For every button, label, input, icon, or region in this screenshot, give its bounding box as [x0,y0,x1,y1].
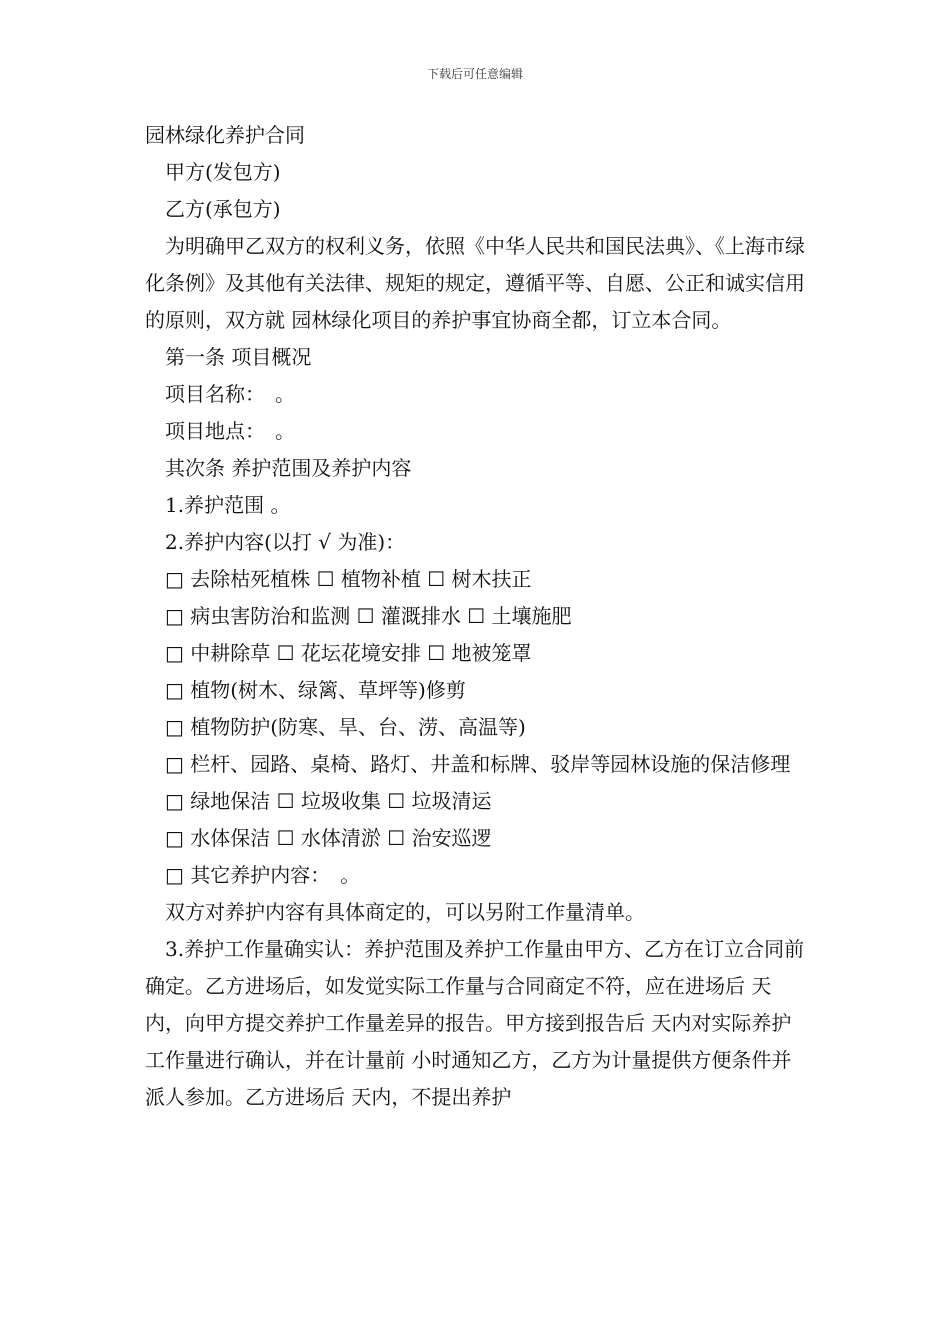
article2-title: 其次条 养护范围及养护内容 [165,456,412,480]
note-line: 双方对养护内容有具体商定的，可以另附工作量清单。 [165,900,645,924]
checklist-row: □ 栏杆、园路、桌椅、路灯、井盖和标牌、驳岸等园林设施的保洁修理 [165,752,791,776]
checklist-row: □ 其它养护内容： 。 [165,863,361,887]
checklist-row: □ 中耕除草 ☐ 花坛花境安排 ☐ 地被笼罩 [165,641,532,665]
checklist-row: □ 水体保洁 ☐ 水体清淤 ☐ 治安巡逻 [165,826,492,850]
checklist-row: □ 植物(树木、绿篱、草坪等)修剪 [165,678,466,702]
intro-paragraph: 为明确甲乙双方的权利义务，依照《中华人民共和国民法典》、《上海市绿化条例》及其他有关法律、规矩的规定，遵循平等、自愿、公正和诚实信用的原则，双方就 园林绿化项目的养护事宜协商全都，订立本合同。 [145,234,805,332]
checklist-row: □ 绿地保洁 ☐ 垃圾收集 ☐ 垃圾清运 [165,789,492,813]
document-body [145,117,810,1116]
checklist-row: □ 植物防护(防寒、旱、台、涝、高温等) [165,715,526,739]
checklist-row: □ 病虫害防治和监测 ☐ 灌溉排水 ☐ 土壤施肥 [165,604,572,628]
project-name-line: 项目名称： 。 [165,382,295,406]
content-title: 2.养护内容(以打 √ 为准)： [165,530,406,554]
page-header: 下载后可任意编辑 [426,67,523,81]
party-a-line: 甲方(发包方) [165,160,281,184]
contract-title: 园林绿化养护合同 [145,123,305,147]
checklist-row: □ 去除枯死植株 ☐ 植物补植 ☐ 树木扶正 [165,567,532,591]
clause-3-paragraph: 3.养护工作量确实认：养护范围及养护工作量由甲方、乙方在订立合同前确定。乙方进场后，如发觉实际工作量与合同商定不符，应在进场后 天内，向甲方提交养护工作量差异的报告。甲方接到报告后 天内对实际养护工作量进行确认，并在计量前 小时通知乙方，乙方为计量提供方便条件并派人参加。乙方进场后 天内，不提出养护 [145,937,805,1109]
project-location-line: 项目地点： 。 [165,419,295,443]
scope-line: 1.养护范围 。 [165,493,291,517]
party-b-line: 乙方(承包方) [165,197,281,221]
article1-title: 第一条 项目概况 [165,345,312,369]
